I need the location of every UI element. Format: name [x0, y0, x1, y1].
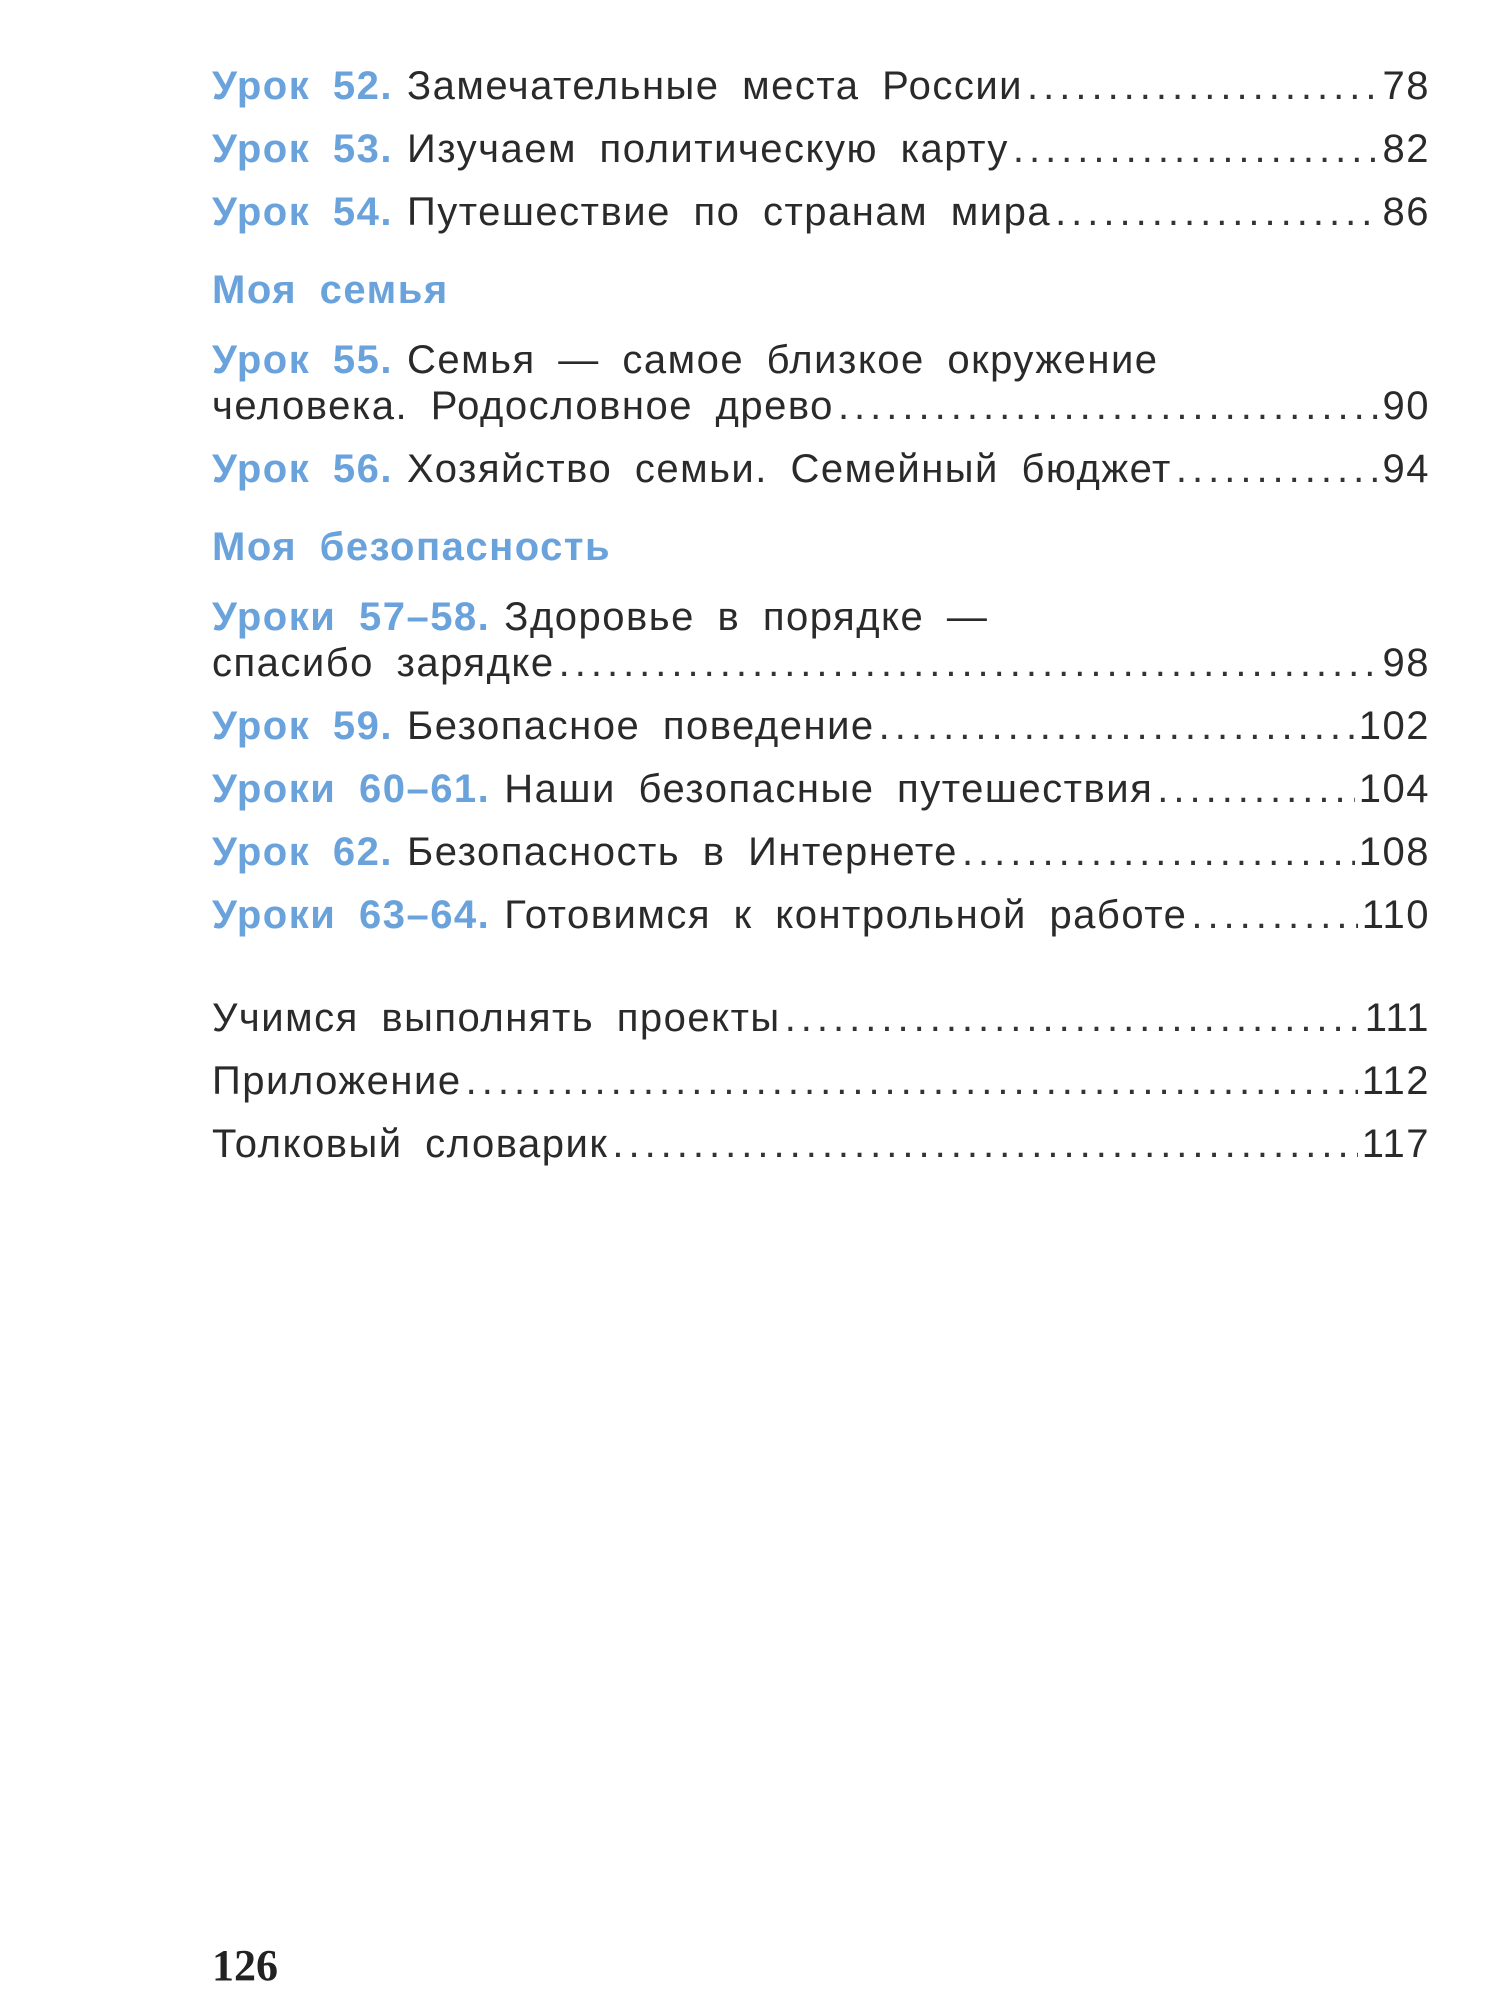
page-ref: 78 [1382, 64, 1430, 108]
dot-leader [838, 382, 1379, 430]
toc-entry-glossary[interactable] [212, 1120, 1430, 1168]
dot-leader [879, 702, 1355, 750]
page-ref: 86 [1382, 190, 1430, 234]
entry-title: Толковый словарик [212, 1122, 609, 1166]
toc-entry-lesson-62[interactable] [212, 828, 1430, 876]
toc-entry-lesson-56[interactable] [212, 445, 1430, 493]
toc-line [212, 994, 1430, 1042]
dot-leader [785, 994, 1361, 1042]
dot-leader [612, 1120, 1357, 1168]
toc-line [212, 1120, 1430, 1168]
lesson-title: Готовимся к контрольной работе [504, 893, 1188, 937]
page-ref: 82 [1382, 127, 1430, 171]
toc-line [212, 828, 1430, 876]
toc-line [212, 765, 1430, 813]
entry-title: Приложение [212, 1059, 462, 1103]
toc-line [212, 382, 1430, 430]
toc-line [212, 336, 1430, 384]
lesson-title-line1: Семья — самое близкое окружение [406, 338, 1159, 382]
page-ref: 90 [1382, 384, 1430, 428]
lesson-number: Урок 62. [212, 830, 393, 874]
page-ref: 112 [1361, 1059, 1430, 1103]
toc-line [212, 1057, 1430, 1105]
appendix-list [212, 994, 1430, 1168]
page-number: 126 [212, 1941, 278, 1990]
toc-entry-lesson-59[interactable] [212, 702, 1430, 750]
lesson-number: Урок 52. [212, 64, 393, 108]
lesson-title-line2: спасибо зарядке [212, 641, 555, 685]
dot-leader [1176, 445, 1379, 493]
toc-entry-lesson-54[interactable] [212, 188, 1430, 236]
lesson-title: Путешествие по странам мира [406, 190, 1052, 234]
toc-line [212, 125, 1430, 173]
toc-entry-lessons-60-61[interactable] [212, 765, 1430, 813]
section-heading-family: Моя семья [212, 268, 449, 312]
page-ref: 110 [1361, 893, 1430, 937]
toc-entry-lesson-53[interactable] [212, 125, 1430, 173]
lesson-number: Урок 53. [212, 127, 393, 171]
lesson-number: Уроки 60–61. [212, 767, 491, 811]
toc-line [212, 62, 1430, 110]
lesson-title: Безопасность в Интернете [406, 830, 958, 874]
lesson-number: Урок 59. [212, 704, 393, 748]
toc-entry-lesson-55[interactable] [212, 336, 1430, 430]
page-ref: 98 [1382, 641, 1430, 685]
lesson-title: Хозяйство семьи. Семейный бюджет [406, 447, 1172, 491]
lesson-title-line2: человека. Родословное древо [212, 384, 834, 428]
toc-line [212, 639, 1430, 687]
lesson-title: Замечательные места России [406, 64, 1023, 108]
page-ref: 117 [1361, 1122, 1430, 1166]
lesson-title: Наши безопасные путешествия [504, 767, 1154, 811]
spacer [212, 954, 1430, 994]
entry-title: Учимся выполнять проекты [212, 996, 781, 1040]
page-ref: 104 [1358, 767, 1430, 811]
lesson-number: Урок 56. [212, 447, 393, 491]
page-ref: 111 [1364, 996, 1430, 1040]
page-ref: 108 [1358, 830, 1430, 874]
toc-line [212, 891, 1430, 939]
toc-line [212, 702, 1430, 750]
toc-entry-projects[interactable] [212, 994, 1430, 1042]
dot-leader [1157, 765, 1355, 813]
dot-leader [466, 1057, 1358, 1105]
lesson-title: Изучаем политическую карту [406, 127, 1009, 171]
lesson-number: Уроки 63–64. [212, 893, 491, 937]
lesson-number: Урок 54. [212, 190, 393, 234]
lesson-title-line1: Здоровье в порядке — [504, 595, 989, 639]
dot-leader [1013, 125, 1379, 173]
dot-leader [1027, 62, 1379, 110]
toc-line [212, 593, 1430, 641]
section-heading-safety: Моя безопасность [212, 525, 612, 569]
page-ref: 102 [1358, 704, 1430, 748]
dot-leader [1055, 188, 1378, 236]
dot-leader [1191, 891, 1357, 939]
toc-entry-lessons-57-58[interactable] [212, 593, 1430, 687]
toc-entry-lesson-52[interactable] [212, 62, 1430, 110]
table-of-contents [212, 62, 1430, 1183]
toc-entry-lessons-63-64[interactable] [212, 891, 1430, 939]
dot-leader [559, 639, 1379, 687]
lesson-number: Уроки 57–58. [212, 595, 491, 639]
toc-entry-appendix[interactable] [212, 1057, 1430, 1105]
toc-line [212, 445, 1430, 493]
lesson-number: Урок 55. [212, 338, 393, 382]
page-ref: 94 [1382, 447, 1430, 491]
lesson-title: Безопасное поведение [406, 704, 875, 748]
toc-line [212, 188, 1430, 236]
dot-leader [962, 828, 1355, 876]
